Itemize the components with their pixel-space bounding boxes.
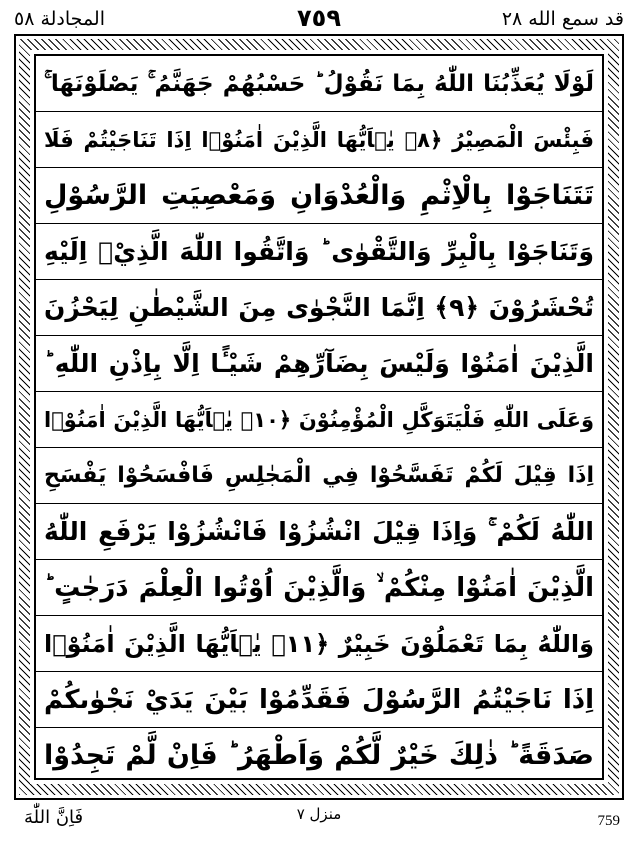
verse-line: تَتَنَاجَوْا بِالْاِثْمِ وَالْعُدْوَانِ وَمَعْصِيَتِ الرَّسُوْلِ [36, 168, 602, 224]
page-border [14, 34, 624, 800]
page-header [14, 4, 624, 34]
page-footer [14, 802, 624, 838]
verse-line: وَعَلَى اللّٰهِ فَلْيَتَوَكَّلِ الْمُؤْمِنُوْنَ ﴿١٠﴾ يٰۤاَيُّهَا الَّذِيْنَ اٰمَنُوْۤا [36, 392, 602, 448]
verse-line: لَوْلَا يُعَذِّبُنَا اللّٰهُ بِمَا نَقُوْلُ ؕ حَسْبُهُمْ جَهَنَّمُ ۚ يَصْلَوْنَهَا ۚ [36, 56, 602, 112]
verse-line: الَّذِيْنَ اٰمَنُوْا مِنْكُمْ ۙ وَالَّذِيْنَ اُوْتُوا الْعِلْمَ دَرَجٰتٍ ؕ [36, 560, 602, 616]
page-number: 759 [597, 813, 620, 829]
verse-line: اللّٰهُ لَكُمْ ۚ وَاِذَا قِيْلَ انْشُزُوْا فَانْشُزُوْا يَرْفَعِ اللّٰهُ [36, 504, 602, 560]
verse-line: وَتَنَاجَوْا بِالْبِرِّ وَالتَّقْوٰى ؕ وَاتَّقُوا اللّٰهَ الَّذِيْۤ اِلَيْهِ [36, 224, 602, 280]
verse-line: فَبِئْسَ الْمَصِيْرُ ﴿٨﴾ يٰۤاَيُّهَا الَّذِيْنَ اٰمَنُوْۤا اِذَا تَنَاجَيْتُمْ فَلَا [36, 112, 602, 168]
verse-line: وَاللّٰهُ بِمَا تَعْمَلُوْنَ خَبِيْرٌ ﴿١١﴾ يٰۤاَيُّهَا الَّذِيْنَ اٰمَنُوْۤا [36, 616, 602, 672]
verse-line: صَدَقَةً ؕ ذٰلِكَ خَيْرٌ لَّكُمْ وَاَطْهَرُ ؕ فَاِنْ لَّمْ تَجِدُوْا [44, 740, 594, 771]
text-block [34, 54, 604, 780]
page-number-arabic: ٧٥٩ [297, 4, 341, 32]
manzil-marker: منزل ٧ [296, 805, 342, 823]
surah-name: المجادلة ٥٨ [14, 8, 106, 30]
verse-line: الَّذِيْنَ اٰمَنُوْا وَلَيْسَ بِضَآرِّهِمْ شَيْـًٔا اِلَّا بِاِذْنِ اللّٰهِ ؕ [36, 336, 602, 392]
verse-line: اِذَا نَاجَيْتُمُ الرَّسُوْلَ فَقَدِّمُوْا بَيْنَ يَدَيْ نَجْوٰىكُمْ [36, 672, 602, 728]
catchword: فَاِنَّ اللّٰهَ [24, 807, 84, 828]
juz-name: قد سمع الله ٢٨ [501, 8, 624, 30]
verse-line: تُحْشَرُوْنَ ﴿٩﴾ اِنَّمَا النَّجْوٰى مِنَ الشَّيْطٰنِ لِيَحْزُنَ [36, 280, 602, 336]
verse-line: اِذَا قِيْلَ لَكُمْ تَفَسَّحُوْا فِي الْمَجٰلِسِ فَافْسَحُوْا يَفْسَحِ [36, 448, 602, 504]
